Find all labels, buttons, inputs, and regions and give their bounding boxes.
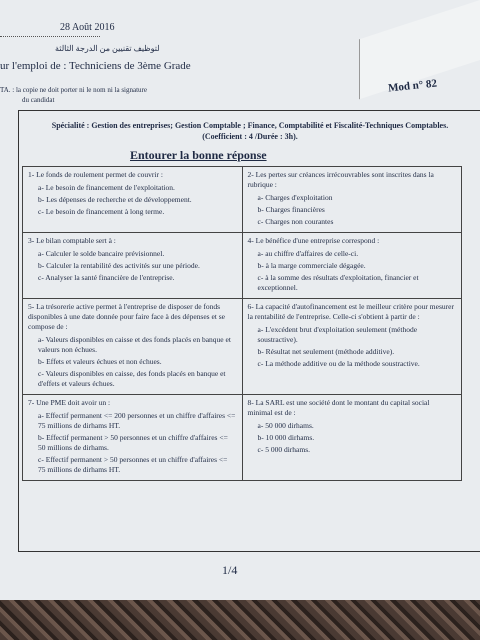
- answer-option[interactable]: c- à la somme des résultats d'exploitation, financier et exceptionnel.: [257, 273, 419, 292]
- question-cell: [23, 395, 243, 481]
- question-cell: [242, 233, 462, 299]
- question-text: 5- La trésorerie active permet à l'entreprise de disposer de fonds disponibles à une date donnée pour faire face à des dépenses et se compose de :: [28, 302, 226, 331]
- exam-title: ur l'emploi de : Techniciens de 3ème Grade: [0, 60, 191, 72]
- answer-option[interactable]: a- Charges d'exploitation: [257, 193, 333, 202]
- question-cell: [23, 299, 243, 395]
- nota-text: TA. : la copie ne doit porter ni le nom ni la signature: [0, 86, 147, 94]
- answer-option[interactable]: c- Le besoin de financement à long terme.: [38, 207, 165, 216]
- answer-option[interactable]: b- Effectif permanent > 50 personnes et un chiffre d'affaires <= 50 millions de dirhams.: [38, 433, 228, 452]
- answer-option[interactable]: b- 10 000 dirhams.: [257, 433, 315, 442]
- answer-option[interactable]: c- Charges non courantes: [257, 217, 334, 226]
- question-text: 3- Le bilan comptable sert à :: [28, 236, 116, 245]
- question-cell: [242, 167, 462, 233]
- question-text: 8- La SARL est une société dont le montant du capital social minimal est de :: [247, 398, 430, 417]
- model-number: Mod n° 82: [387, 77, 438, 95]
- question-text: 6- La capacité d'autofinancement est le meilleur critère pour mesurer la rentabilité de l'entreprise. Celle-ci s'obtient à partir de :: [247, 302, 454, 321]
- answer-option[interactable]: a- Valeurs disponibles en caisse et des fonds placés en banque et valeurs non échues.: [38, 335, 231, 354]
- answer-option[interactable]: c- Valeurs disponibles en caisse, des fonds placés en banque et d'effets et valeurs échues.: [38, 369, 226, 388]
- answer-option[interactable]: b- Charges financières: [257, 205, 325, 214]
- question-cell: [23, 233, 243, 299]
- answer-option[interactable]: b- Résultat net seulement (méthode additive).: [257, 347, 395, 356]
- question-text: 4- Le bénéfice d'une entreprise correspond :: [247, 236, 380, 245]
- answer-option[interactable]: c- Analyser la santé financière de l'entreprise.: [38, 273, 175, 282]
- answer-option[interactable]: c- Effectif permanent > 50 personnes et un chiffre d'affaires <= 75 millions de dirhams HT.: [38, 455, 228, 474]
- answer-option[interactable]: c- 5 000 dirhams.: [257, 445, 310, 454]
- question-text: 2- Les pertes sur créances irrécouvrables sont inscrites dans la rubrique :: [247, 170, 434, 189]
- answer-option[interactable]: b- à la marge commerciale dégagée.: [257, 261, 366, 270]
- exam-date: 28 Août 2016: [60, 22, 115, 33]
- dotted-line: [0, 36, 100, 37]
- instruction-heading: Entourer la bonne réponse: [130, 148, 267, 162]
- specialty-line: Spécialité : Gestion des entreprises; Gestion Comptable ; Finance, Comptabilité et Fiscalité-Techniques Comptables. (Coefficient : 4 /Durée : 3h).: [51, 121, 449, 141]
- answer-option[interactable]: a- au chiffre d'affaires de celle-ci.: [257, 249, 359, 258]
- question-cell: [242, 395, 462, 481]
- question-cell: [242, 299, 462, 395]
- question-cell: [23, 167, 243, 233]
- nota-text-2: du candidat: [22, 96, 55, 104]
- answer-option[interactable]: a- Calculer le solde bancaire prévisionnel.: [38, 249, 165, 258]
- answer-option[interactable]: c- La méthode additive ou de la méthode soustractive.: [257, 359, 420, 368]
- answer-option[interactable]: a- Le besoin de financement de l'exploitation.: [38, 183, 175, 192]
- answer-option[interactable]: b- Effets et valeurs échues et non échues.: [38, 357, 162, 366]
- question-text: 1- Le fonds de roulement permet de couvrir :: [28, 170, 163, 179]
- answer-option[interactable]: b- Les dépenses de recherche et de développement.: [38, 195, 192, 204]
- arabic-header: لتوظيف تقنيين من الدرجة الثالثة: [55, 44, 160, 53]
- background-fabric: [0, 600, 480, 640]
- answer-option[interactable]: a- L'excédent brut d'exploitation seulement (méthode soustractive).: [257, 325, 418, 344]
- page-number: 1/4: [222, 563, 238, 577]
- question-text: 7- Une PME doit avoir un :: [28, 398, 111, 407]
- answer-option[interactable]: a- 50 000 dirhams.: [257, 421, 314, 430]
- answer-option[interactable]: a- Effectif permanent <= 200 personnes et un chiffre d'affaires <= 75 millions de dirhams HT.: [38, 411, 236, 430]
- questions-table: [22, 166, 462, 481]
- answer-option[interactable]: b- Calculer la rentabilité des activités sur une période.: [38, 261, 200, 270]
